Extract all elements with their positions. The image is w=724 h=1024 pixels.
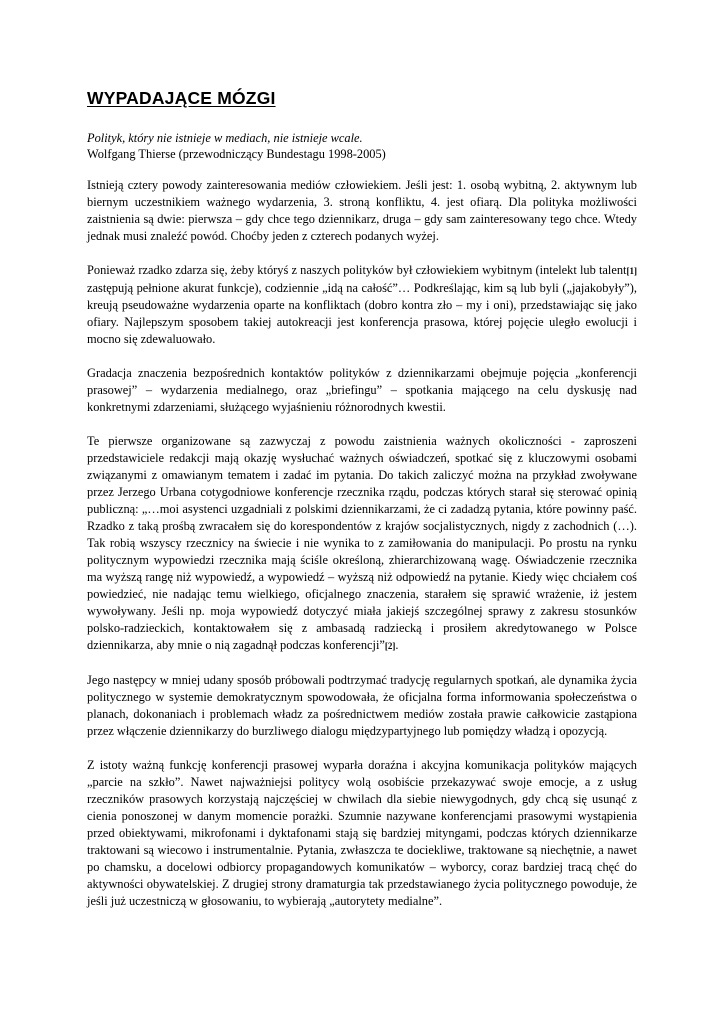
paragraph-4-part-b: . xyxy=(395,638,399,652)
paragraph-6: Z istoty ważną funkcję konferencji prasowej wyparła doraźna i akcyjna komunikacja polityków mających „parcie na szkło”. Nawet najważniejsi politycy wolą osobiście przekazywać swoje emocje, a z usług rzeczników prasowych korzystają najczęściej w chwilach dla siebie niewygodnych, gdy chcą się usunąć z cienia ponoszonej w danym momencie porażki. Szumnie nazywane konferencjami prasowymi wystąpienia przed obiektywami, mikrofonami i dyktafonami stają się bardziej mityngami, podczas których dziennikarze traktowani są wiecowo i instrumentalnie. Pytania, zwłaszcza te dociekliwe, traktowane są niechętnie, a nawet po chamsku, a docelowi odbiorcy propagandowych komunikatów – wyborcy, coraz bardziej tracą chęć do aktywności obywatelskiej. Z drugiej strony dramaturgia tak przedstawianego życia politycznego powoduje, że jeśli już uczestniczą w głosowaniu, to wybierają „autorytety medialne”. xyxy=(87,758,637,908)
document-page xyxy=(87,88,637,927)
paragraph-2-part-a: Ponieważ rzadko zdarza się, żeby któryś z naszych polityków był człowiekiem wybitnym (intelekt lub talent xyxy=(87,263,627,277)
motto-author: Wolfgang Thierse (przewodniczący Bundestagu 1998-2005) xyxy=(87,147,386,161)
footnote-ref-1[interactable]: [1] xyxy=(626,266,637,276)
paragraph-2-part-b: zastępują pełnione akurat funkcje), codziennie „idą na całość”… Podkreślając, kim są lub byli („jajakobyły”), kreują pseudoważne wydarzenia oparte na konfliktach (dobro kontra zło – my i oni), przedstawiając się jako ofiary. Najlepszym sposobem takiej autokreacji jest konferencja prasowa, której pojęcie uległo ewolucji i mocno się zdewaluowało. xyxy=(87,281,637,346)
paragraph-4-part-a: Te pierwsze organizowane są zazwyczaj z powodu zaistnienia ważnych okoliczności - zaproszeni przedstawiciele redakcji mają okazję wysłuchać ważnych oświadczeń, spotkać się z kluczowymi osobami związanymi z omawianym tematem i zadać im pytania. Do takich zaliczyć można na przykład zwoływane przez Jerzego Urbana cotygodniowe konferencje rzecznika rządu, podczas których starał się sterować opinią publiczną: „…moi asystenci uzgadniali z polskimi dziennikarzami, że ci zadadzą pytania, które powinny paść. Rzadko z taką prośbą zwracałem się do korespondentów z krajów socjalistycznych, nigdy z zachodnich (…). Tak robią wszyscy rzecznicy na świecie i nie wynika to z zamiłowania do manipulacji. Po prostu na rynku politycznym wypowiedzi rzecznika mają ściśle określoną, zhierarchizowaną wagę. Oświadczenie rzecznika ma wyższą rangę niż wypowiedź, a wypowiedź – wyższą niż odpowiedź na pytanie. Kiedy więc chciałem coś powiedzieć, nie nadając temu wielkiego, oficjalnego znaczenia, starałem się sprawić wrażenie, iż jestem wywoływany. Jeśli np. moja wypowiedź dotyczyć miała jakiejś szczególnej sprawy z zakresu stosunków polsko-radzieckich, kontaktowałem się z ambasadą radziecką i prosiłem akredytowanego w Polsce dziennikarza, aby mnie o nią zagadnął podczas konferencji” xyxy=(87,434,637,652)
paragraph-2 xyxy=(87,262,637,348)
paragraph-3: Gradacja znaczenia bezpośrednich kontaktów polityków z dziennikarzami obejmuje pojęcia „konferencji prasowej” – wydarzenia medialnego, oraz „briefingu” – spotkania mającego na celu dyskusję nad konkretnymi zdarzeniami, służącego wyjaśnieniu różnorodnych kwestii. xyxy=(87,366,637,414)
motto-quote: Polityk, który nie istnieje w mediach, nie istnieje wcale. xyxy=(87,131,363,145)
motto xyxy=(87,130,637,162)
document-title: WYPADAJĄCE MÓZGI xyxy=(87,88,276,108)
paragraph-1: Istnieją cztery powody zainteresowania mediów człowiekiem. Jeśli jest: 1. osobą wybitną, 2. aktywnym lub biernym uczestnikiem ważnego wydarzenia, 3. stroną konfliktu, 4. jest ofiarą. Dla polityka możliwości zaistnienia są dwie: pierwsza – gdy chce tego dziennikarz, druga – gdy sam zainteresowany tego chce. Wtedy jednak musi znaleźć powód. Choćby jeden z czterech podanych wyżej. xyxy=(87,178,637,243)
paragraph-5: Jego następcy w mniej udany sposób próbowali podtrzymać tradycję regularnych spotkań, ale dynamika życia politycznego w systemie demokratycznym spowodowała, że oficjalna forma informowania społeczeństwa o planach, dokonaniach i problemach władz za pośrednictwem mediów została prawie całkowicie zastąpiona przez włączenie dziennikarzy do burzliwego dialogu międzypartyjnego lub pomiędzy władzą i opozycją. xyxy=(87,673,637,738)
footnote-ref-2[interactable]: [2] xyxy=(384,641,396,651)
paragraph-4 xyxy=(87,433,637,655)
